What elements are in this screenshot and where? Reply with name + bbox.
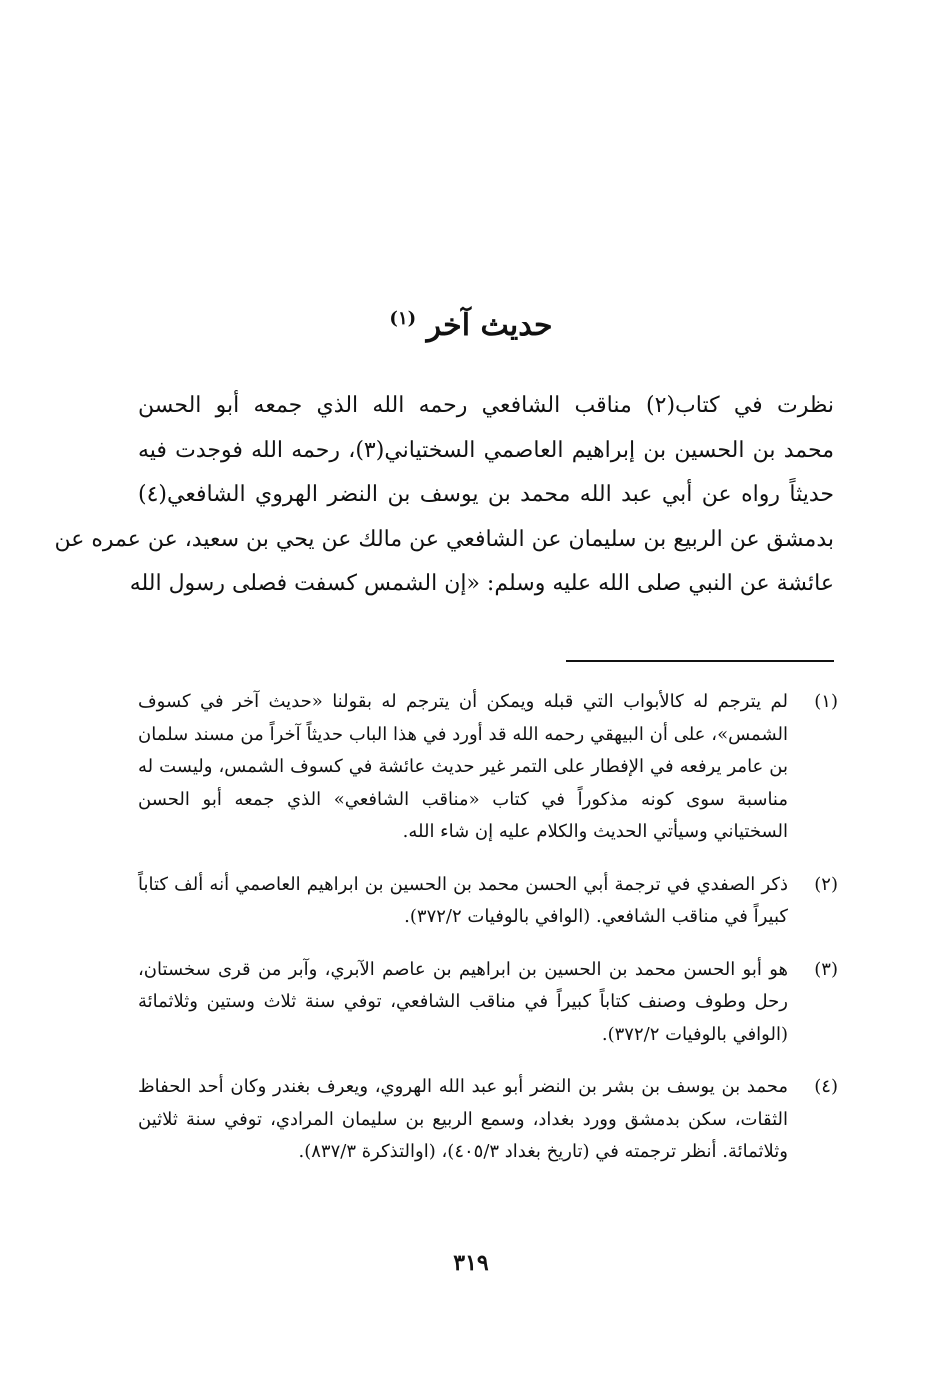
main-text-line: عائشة عن النبي صلى الله عليه وسلم: «إن الشمس كسفت فصلى رسول الله [129,571,834,596]
footnote-item [138,1071,838,1169]
main-text-line: بدمشق عن الربيع بن سليمان عن الشافعي عن مالك عن يحي بن سعيد، عن عمره عن [54,526,834,552]
footnote-divider [566,660,834,662]
main-text-line: حديثاً رواه عن أبي عبد الله محمد بن يوسف بن النضر الهروي الشافعي(٤) [138,482,834,507]
footnotes [138,686,838,1189]
main-text [54,384,834,607]
footnote-item [138,954,838,1052]
footnote-number: (٤) [814,1076,838,1097]
page-number: ٣١٩ [453,1250,489,1276]
footnote-number: (٣) [814,958,838,980]
footnote-text: لم يترجم له كالأبواب التي قبله ويمكن أن يترجم له بقولنا «حديث آخر في كسوف الشمس»، على أن البيهقي رحمه الله قد أورد في هذا الباب حديثاً آخراً من مسند سلمان بن عامر يرفعه في الإفطار على التمر غير حديث عائشة في كسوف الشمس، وليست له مناسبة سوى كونه مذكوراً في كتاب «مناقب الشافعي» الذي جمعه أبو الحسن السختياني وسيأتي الحديث والكلام عليه إن شاء الله. [138,691,788,842]
chapter-title-text: حديث آخر [426,308,553,344]
footnote-text: محمد بن يوسف بن بشر بن النضر أبو عبد الله الهروي، ويعرف بغندر وكان أحد الحفاظ الثقات، سكن بدمشق وورد بغداد، وسمع الربيع بن سليمان المرادي، توفي سنة ثلاثين وثلاثمائة. أنظر ترجمته في (تاريخ بغداد ٤٠٥/٣)، (اوالتذكرة ٨٣٧/٣). [138,1076,788,1162]
footnote-text: ذكر الصفدي في ترجمة أبي الحسن محمد بن الحسين بن ابراهيم العاصمي أنه ألف كتاباً كبيراً في مناقب الشافعي. (الوافي بالوفيات ٣٧٢/٢). [138,873,788,927]
footnote-number: (١) [814,691,838,712]
chapter-title [0,306,942,346]
main-text-line: نظرت في كتاب(٢) مناقب الشافعي رحمه الله الذي جمعه أبو الحسن [138,393,834,418]
chapter-title-footnote-ref: (١) [389,308,417,330]
main-text-line: محمد بن الحسين بن إبراهيم العاصمي السختياني(٣)، رحمه الله فوجدت فيه [138,437,834,463]
footnote-item [138,869,838,934]
footnote-text: هو أبو الحسن محمد بن الحسين بن ابراهيم بن عاصم الآبري، وآبر من قرى سخستان، رحل وطوف وصنف كتاباً كبيراً في مناقب الشافعي، توفي سنة ثلاث وستين وثلاثمائة (الوافي بالوفيات ٣٧٢/٢). [138,958,788,1045]
footnote-number: (٢) [814,873,838,895]
footnote-item [138,686,838,849]
